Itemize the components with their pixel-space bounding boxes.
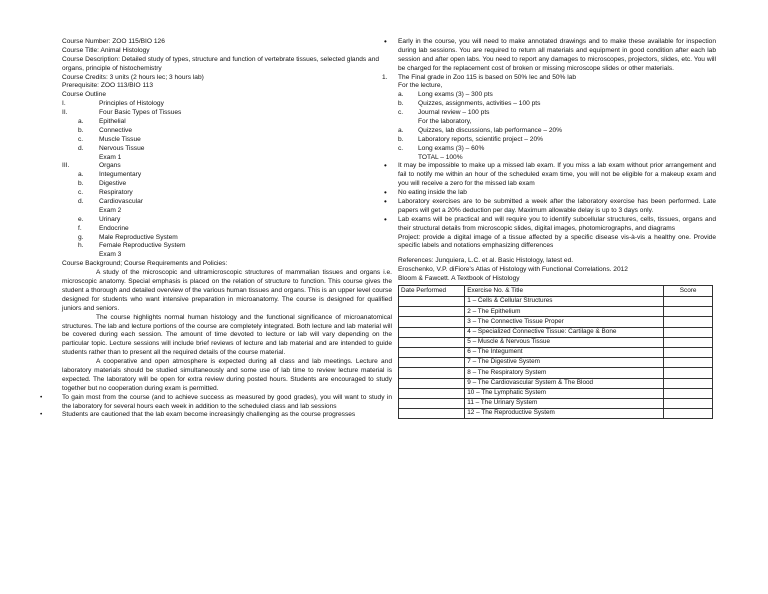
exam-label: Exam 2 (99, 206, 122, 214)
outline-subitem: b. Laboratory reports, scientific project – 20% (398, 135, 543, 143)
outline-item: I. Principles of Histology (62, 100, 164, 108)
table-row (399, 297, 713, 307)
outline-subitem: b. Quizzes, assignments, activities – 100 pts (398, 100, 541, 108)
bullet-item: • Lab exams will be practical and will require you to identify subcellular structures, cells, tissues, organs and their structural details from microscopic slides, digital images, photomicrographs, and diagrams (384, 214, 716, 232)
references (398, 257, 716, 284)
outline-subitem: a. Long exams (3) – 300 pts (398, 91, 493, 99)
bullet-icon: • (384, 214, 387, 224)
score-cell (664, 307, 713, 317)
table-row (399, 337, 713, 347)
bullet-icon: • (40, 411, 43, 419)
paragraph: A study of the microscopic and ultramicroscopic structures of mammalian tissues and organs i.e. microscopic anatomy. Special emphasis is placed on the relation of structure to function. This course gives the student a thorough and detailed overview of the various human tissues and organs. This is an upper level course designed for students who want intensive preparation in microanatomy. The course is designed for qualified juniors and seniors. (62, 269, 392, 312)
course-header (62, 38, 392, 100)
outline-subitem: d. Nervous Tissue (78, 144, 145, 152)
outline-subitem: g. Male Reproductive System (78, 233, 178, 241)
date-cell (399, 409, 465, 419)
score-cell (664, 368, 713, 378)
exercise-cell: 8 – The Respiratory System (465, 368, 664, 378)
outline-subitem: c. Long exams (3) – 60% (398, 144, 485, 152)
for-lecture-label: For the lecture, (398, 82, 443, 90)
bullet-item: • Early in the course, you will need to make annotated drawings and to make these available for inspection during lab sessions. You are required to return all materials and equipment in good condition after each lab session and after open labs. You need to report any damages to microscopes, projectors, slides, etc. You will be charged for the replacement cost of broken or missing microscope slides or other materials. (384, 37, 716, 72)
exercise-cell: 5 – Muscle & Nervous Tissue (465, 337, 664, 347)
exercise-cell: 6 – The Integument (465, 347, 664, 357)
score-cell (664, 297, 713, 307)
exam-label: Exam 1 (99, 153, 122, 161)
exercise-cell: 12 – The Reproductive System (465, 409, 664, 419)
date-cell (399, 368, 465, 378)
outline-item: II. Four Basic Types of Tissues (62, 109, 182, 117)
score-cell (664, 388, 713, 398)
exercise-cell: 7 – The Digestive System (465, 358, 664, 368)
course-number: Course Number: ZOO 115/BIO 126 (62, 38, 165, 45)
date-cell (399, 347, 465, 357)
course-description: Course Description: Detailed study of types, structure and function of vertebrate tissues, selected glands and organs, principle of histochemistry (62, 55, 380, 72)
for-laboratory-label: For the laboratory, (418, 118, 472, 126)
table-row (399, 398, 713, 408)
outline-subitem: a. Quizzes, lab discussions, lab performance – 20% (398, 126, 563, 134)
score-cell (664, 358, 713, 368)
column-header: Score (664, 286, 713, 297)
lab-exercise-table (398, 285, 713, 419)
background-heading: Course Background; Course Requirements and Policies: (62, 260, 228, 268)
date-cell (399, 297, 465, 307)
outline-subitem: d. Cardiovascular (78, 198, 143, 206)
bullet-icon: • (384, 188, 387, 198)
exercise-cell: 2 – The Epithelium (465, 307, 664, 317)
bullet-icon: • (40, 393, 43, 401)
outline-subitem: c. Muscle Tissue (78, 135, 141, 143)
bullet-item: • It may be impossible to make up a missed lab exam. If you miss a lab exam without prior arrangement and fail to notify me within an hour of the scheduled exam time, you will not be eligible for a makeup exam and you will receive a zero for the missed lab exam (384, 161, 716, 188)
date-cell (399, 307, 465, 317)
reference-item: Eroschenko, V.P. diFiore's Atlas of Histology with Functional Correlations. 2012 (398, 266, 628, 274)
bullet-item: • No eating inside the lab (384, 188, 467, 198)
column-header: Exercise No. & Title (465, 286, 664, 297)
reference-item: Bloom & Fawcett. A Textbook of Histology (398, 275, 520, 283)
date-cell (399, 378, 465, 388)
table-header-row (399, 286, 713, 297)
outline-subitem: f. Endocrine (78, 224, 129, 232)
reference-item: References: Junquiera, L.C. et al. Basic Histology, latest ed. (398, 257, 574, 265)
score-cell (664, 347, 713, 357)
score-cell (664, 327, 713, 337)
date-cell (399, 337, 465, 347)
score-cell (664, 409, 713, 419)
grading-statement: 1. The Final grade in Zoo 115 is based on 50% lec and 50% lab (382, 73, 577, 81)
score-cell (664, 398, 713, 408)
table-row (399, 307, 713, 317)
outline-subitem: h. Female Reproductive System (78, 242, 186, 250)
right-column (382, 37, 716, 419)
outline-subitem: b. Connective (78, 126, 132, 134)
paragraph: The course highlights normal human histology and the functional significance of microanatomical structures. The lab and lecture portions of the course are completely integrated. Both lecture and lab material will be covered during each session. The amount of time devoted to lecture or lab will vary depending on the particular topic. Lecture sessions will include brief reviews of lecture and lab material and are intended to guide students rather than to present all the required details of the course material. (62, 313, 392, 357)
bullet-item: • Laboratory exercises are to be submitted a week after the laboratory exercise has been performed. Late papers will get a 20% deduction per day. Maximum allowable delay is up to 3 days only. (384, 197, 716, 214)
exercise-cell: 4 – Specialized Connective Tissue: Cartilage & Bone (465, 327, 664, 337)
date-cell (399, 358, 465, 368)
bullet-item: • Students are cautioned that the lab exam become increasingly challenging as the course progresses (40, 411, 356, 419)
exercise-cell: 3 – The Connective Tissue Proper (465, 317, 664, 327)
outline-subitem: c. Journal review – 100 pts (398, 109, 490, 117)
table-row (399, 409, 713, 419)
left-column (40, 38, 392, 420)
table-row (399, 317, 713, 327)
course-outline (62, 100, 392, 260)
course-title: Course Title: Animal Histology (62, 46, 150, 54)
table-row (399, 358, 713, 368)
paragraph: A cooperative and open atmosphere is expected during all class and lab meetings. Lecture and laboratory materials should be studied simultaneously and some use of lab time to review lecture material is expected. The laboratory will be open for extra review during posted hours. Students are encouraged to study together but no cooperation during exam is permitted. (62, 358, 392, 392)
score-cell (664, 317, 713, 327)
bullet-icon: • (384, 197, 387, 207)
bullet-item: • To gain most from the course (and to achieve success as measured by good grades), you will want to study in the laboratory for several hours each week in addition to the scheduled class and lab sessions (40, 393, 392, 410)
course-credits: Course Credits: 3 units (2 hours lec; 3 hours lab) (62, 73, 204, 81)
date-cell (399, 398, 465, 408)
outline-subitem: c. Respiratory (78, 189, 133, 197)
course-outline-heading: Course Outline (62, 91, 106, 99)
project-text: Project: provide a digital image of a tissue affected by a specific disease vis-à-vis a healthy one. Provide specific labels and notations emphasizing differences (398, 233, 716, 250)
table-row (399, 327, 713, 337)
column-header: Date Performed (399, 286, 465, 297)
exercise-cell: 9 – The Cardiovascular System & The Blood (465, 378, 664, 388)
bullet-icon: • (384, 161, 387, 171)
exercise-cell: 10 – The Lymphatic System (465, 388, 664, 398)
bullet-icon: • (384, 37, 387, 46)
table-row (399, 378, 713, 388)
outline-item: III. Organs (62, 162, 121, 170)
prerequisite: Prerequisite: ZOO 113/BIO 113 (62, 82, 154, 90)
date-cell (399, 327, 465, 337)
total-label: TOTAL – 100% (418, 153, 463, 161)
date-cell (399, 317, 465, 327)
exam-label: Exam 3 (99, 251, 122, 259)
table-row (399, 347, 713, 357)
score-cell (664, 337, 713, 347)
outline-subitem: a. Integumentary (78, 171, 142, 179)
exercise-cell: 1 – Cells & Cellular Structures (465, 297, 664, 307)
exercise-cell: 11 – The Urinary System (465, 398, 664, 408)
score-cell (664, 378, 713, 388)
table-row (399, 368, 713, 378)
outline-subitem: b. Digestive (78, 180, 127, 188)
outline-subitem: e. Urinary (78, 215, 121, 223)
date-cell (399, 388, 465, 398)
outline-subitem: a. Epithelial (78, 118, 126, 126)
table-row (399, 388, 713, 398)
